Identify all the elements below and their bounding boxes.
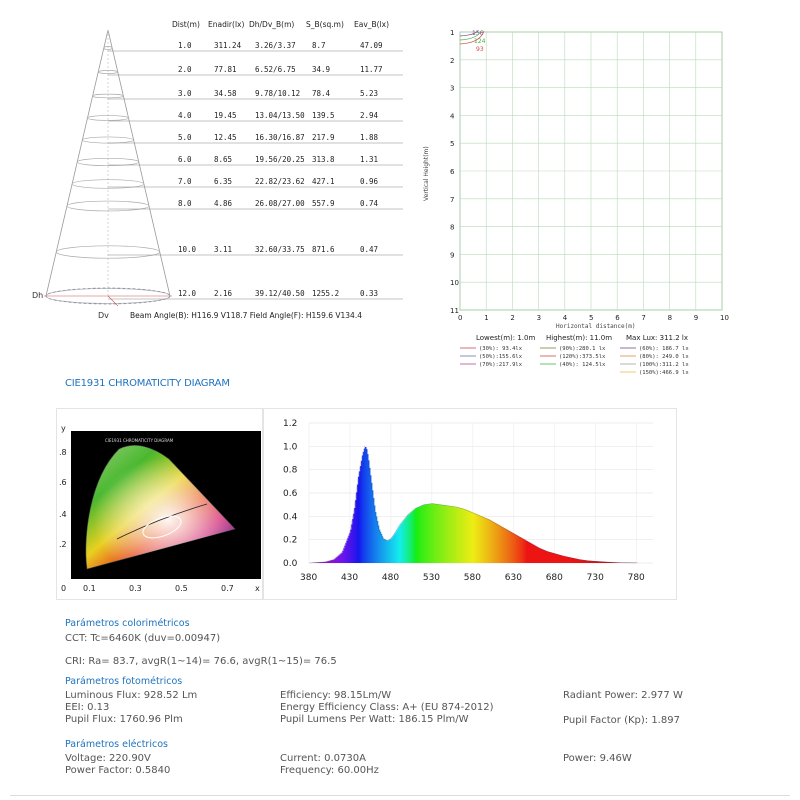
isolux-y-tick: 5: [450, 140, 455, 149]
isolux-x-tick: 6: [615, 314, 620, 322]
dv-line: [108, 296, 118, 306]
isolux-legend-label: (30%): 93.4lx: [479, 346, 523, 352]
isolux-legend-label: (150%):466.9 lx: [639, 370, 689, 376]
pupil-lumens-per-watt: Pupil Lumens Per Watt: 186.15 Plm/W: [280, 714, 469, 725]
isolux-legend-label: (120%):373.5lx: [559, 354, 606, 360]
spectrum-x-tick: 730: [586, 573, 604, 583]
table-cell: 3.0: [178, 89, 192, 98]
isolux-y-tick: 3: [450, 84, 455, 93]
isolux-highest: Highest(m): 11.0m: [546, 334, 613, 342]
isolux-x-tick: 9: [693, 314, 699, 322]
table-cell: 4.86: [214, 199, 233, 208]
table-cell: 1.88: [360, 133, 379, 142]
isolux-lowest: Lowest(m): 1.0m: [476, 334, 536, 342]
table-header: Eav_B(lx): [354, 20, 390, 29]
table-cell: 217.9: [312, 133, 335, 142]
spectrum-area: [311, 447, 638, 563]
isolux-x-tick: 2: [510, 314, 515, 322]
table-cell: 34.9: [312, 65, 331, 74]
spectrum-x-tick: 380: [300, 573, 318, 583]
table-cell: 557.9: [312, 199, 335, 208]
spectrum-y-tick: 0.8: [283, 465, 298, 476]
cone-left-edge: [46, 30, 108, 296]
spectrum-y-tick: 0.0: [283, 559, 298, 569]
isolux-y-tick: 2: [450, 56, 455, 65]
table-cell: 26.08/27.00: [255, 199, 305, 208]
table-cell: 12.0: [178, 289, 197, 298]
pupil-factor: Pupil Factor (Kp): 1.897: [563, 715, 680, 726]
table-cell: 7.0: [178, 177, 192, 186]
electrical-heading: Parámetros eléctricos: [65, 739, 168, 750]
spectrum-panel: [262, 408, 677, 600]
isolux-legend-label: (40%): 124.5lx: [559, 362, 606, 368]
isolux-x-tick: 1: [484, 314, 489, 322]
beam-angle-text: Beam Angle(B): H116.9 V118.7 Field Angle(F): H159.6 V134.4: [130, 311, 362, 320]
isolux-max-lux: Max Lux: 311.2 lx: [626, 334, 688, 342]
isolux-legend-label: (90%):280.1 lx: [559, 346, 606, 352]
cie-x-tick: 0.1: [83, 584, 96, 593]
pupil-flux: Pupil Flux: 1760.96 Plm: [65, 714, 183, 725]
table-cell: 139.5: [312, 111, 335, 120]
footer-divider: [10, 795, 790, 796]
table-cell: 19.45: [214, 111, 237, 120]
isolux-chart: [418, 18, 738, 378]
table-header: Dh/Dv_B(m): [249, 20, 295, 29]
efficiency: Efficiency: 98.15Lm/W: [280, 690, 392, 701]
table-cell: 34.58: [214, 89, 237, 98]
table-cell: 1255.2: [312, 289, 340, 298]
table-cell: 0.96: [360, 177, 379, 186]
beam-table: [32, 20, 389, 320]
spectrum-y-tick: 0.2: [283, 535, 298, 546]
isolux-x-tick: 4: [562, 314, 568, 322]
isolux-y-tick: 8: [450, 223, 455, 232]
table-cell: 8.0: [178, 199, 192, 208]
isolux-legend-label: (100%):311.2 lx: [639, 362, 689, 368]
cie-inner-title: CIE1931 CHROMATICITY DIAGRAM: [105, 438, 174, 443]
dv-label: Dv: [98, 311, 109, 320]
isolux-contour-label: 156: [472, 30, 484, 37]
table-cell: 3.26/3.37: [255, 41, 296, 50]
isolux-y-tick: 9: [450, 251, 455, 260]
isolux-x-tick: 7: [641, 314, 646, 322]
table-header: Enadir(lx): [208, 20, 245, 29]
table-cell: 77.81: [214, 65, 237, 74]
spectrum-x-tick: 580: [463, 573, 481, 583]
table-cell: 6.0: [178, 155, 192, 164]
energy-class: Energy Efficiency Class: A+ (EU 874-2012): [280, 702, 494, 713]
beam-cone-table: [0, 0, 420, 330]
table-cell: 871.6: [312, 245, 335, 254]
cie-section-title: CIE1931 CHROMATICITY DIAGRAM: [65, 378, 230, 389]
spectrum-x-tick: 530: [422, 573, 441, 583]
cie-y-tick: .4: [59, 510, 67, 519]
table-cell: 32.60/33.75: [255, 245, 305, 254]
table-header: Dist(m): [172, 20, 200, 29]
table-cell: 4.0: [178, 111, 192, 120]
spectrum-y-tick: 1.0: [283, 442, 298, 453]
cri-value: CRI: Ra= 83.7, avgR(1~14)= 76.6, avgR(1~15)= 76.5: [65, 656, 337, 667]
cie-diagram-panel: [56, 408, 264, 600]
table-cell: 313.8: [312, 155, 335, 164]
voltage: Voltage: 220.90V: [65, 753, 151, 764]
table-cell: 3.11: [214, 245, 233, 254]
table-cell: 13.04/13.50: [255, 111, 305, 120]
cie-y-label: y: [61, 424, 66, 433]
spectrum-x-tick: 780: [627, 573, 645, 583]
table-cell: 39.12/40.50: [255, 289, 305, 298]
table-cell: 5.23: [360, 89, 379, 98]
power-factor: Power Factor: 0.5840: [65, 765, 171, 776]
isolux-y-label: Vertical Height(m): [423, 146, 430, 201]
frequency: Frequency: 60.00Hz: [280, 765, 379, 776]
spectrum-y-tick: 0.4: [283, 512, 298, 523]
electrical-col2: [280, 753, 379, 777]
table-cell: 0.74: [360, 199, 379, 208]
table-cell: 2.16: [214, 289, 233, 298]
isolux-y-tick: 10: [450, 279, 459, 288]
cie-x-label: x: [255, 584, 260, 593]
table-cell: 0.33: [360, 289, 379, 298]
table-cell: 311.24: [214, 41, 242, 50]
current: Current: 0.0730A: [280, 753, 366, 764]
table-cell: 19.56/20.25: [255, 155, 305, 164]
cie-x-tick: 0.7: [221, 584, 234, 593]
spectrum-chart: [263, 409, 676, 599]
table-cell: 5.0: [178, 133, 192, 142]
cie-y-tick: .2: [59, 540, 67, 549]
table-cell: 1.0: [178, 41, 192, 50]
table-cell: 10.0: [178, 245, 197, 254]
table-cell: 427.1: [312, 177, 335, 186]
isolux-y-tick: 6: [450, 168, 455, 176]
luminous-flux: Luminous Flux: 928.52 Lm: [65, 690, 198, 701]
isolux-x-tick: 5: [589, 314, 594, 322]
table-cell: 16.30/16.87: [255, 133, 305, 142]
table-cell: 78.4: [312, 89, 331, 98]
cie-x-tick: 0.5: [175, 584, 188, 593]
table-cell: 12.45: [214, 133, 237, 142]
table-cell: 8.65: [214, 155, 233, 164]
isolux-legend-label: (50%):155.6lx: [479, 354, 523, 360]
eei: EEI: 0.13: [65, 702, 110, 713]
electrical-col1: [65, 753, 170, 777]
table-cell: 0.47: [360, 245, 379, 254]
spectrum-x-tick: 430: [340, 573, 359, 583]
table-cell: 1.31: [360, 155, 379, 164]
cie-y-tick: .6: [59, 478, 67, 487]
table-cell: 6.52/6.75: [255, 65, 296, 74]
cie-x-tick: 0.3: [129, 584, 142, 593]
spectrum-x-tick: 630: [504, 573, 522, 583]
table-cell: 2.94: [360, 111, 379, 120]
cie-diagram: [57, 409, 263, 599]
table-cell: 8.7: [312, 41, 326, 50]
isolux-contour-label: 124: [474, 38, 486, 45]
isolux-x-tick: 3: [536, 314, 542, 322]
table-cell: 47.09: [360, 41, 383, 50]
isolux-y-tick: 4: [450, 112, 455, 121]
photometric-col1: [65, 690, 197, 726]
photometric-heading: Parámetros fotométricos: [65, 676, 183, 687]
spectrum-y-tick: 1.2: [283, 419, 298, 429]
colorimetric-heading: Parámetros colorimétricos: [65, 618, 190, 629]
table-cell: 6.35: [214, 177, 233, 186]
isolux-legend-label: (80%): 249.0 lx: [639, 354, 689, 360]
isolux-x-label: Horizontal distance(m): [556, 323, 636, 330]
isolux-x-tick: 8: [667, 314, 673, 322]
cie-y-tick: .8: [59, 448, 67, 457]
table-cell: 9.78/10.12: [255, 89, 301, 98]
cct-value: CCT: Tc=6460K (duv=0.00947): [65, 633, 221, 644]
isolux-legend-label: (70%):217.9lx: [479, 362, 523, 368]
power: Power: 9.46W: [563, 753, 632, 764]
isolux-y-tick: 11: [450, 307, 459, 315]
cie-x-tick: 0: [61, 584, 67, 593]
dh-label: Dh: [32, 291, 44, 300]
isolux-contour-label: 93: [476, 46, 484, 53]
radiant-power: Radiant Power: 2.977 W: [563, 690, 683, 701]
spectrum-x-tick: 680: [545, 573, 563, 583]
spectrum-x-tick: 480: [381, 573, 400, 583]
table-cell: 11.77: [360, 65, 383, 74]
photometric-col2: [280, 690, 494, 726]
isolux-y-tick: 1: [450, 29, 455, 37]
table-header: S_B(sq.m): [306, 20, 344, 29]
isolux-y-tick: 7: [450, 195, 455, 204]
isolux-legend-label: (60%): 186.7 lx: [639, 346, 689, 352]
isolux-x-tick: 0: [458, 314, 463, 322]
table-cell: 22.82/23.62: [255, 177, 305, 186]
spectrum-y-tick: 0.6: [283, 489, 298, 499]
table-cell: 2.0: [178, 65, 192, 74]
cone-right-edge: [108, 30, 170, 296]
isolux-x-tick: 10: [720, 314, 729, 322]
